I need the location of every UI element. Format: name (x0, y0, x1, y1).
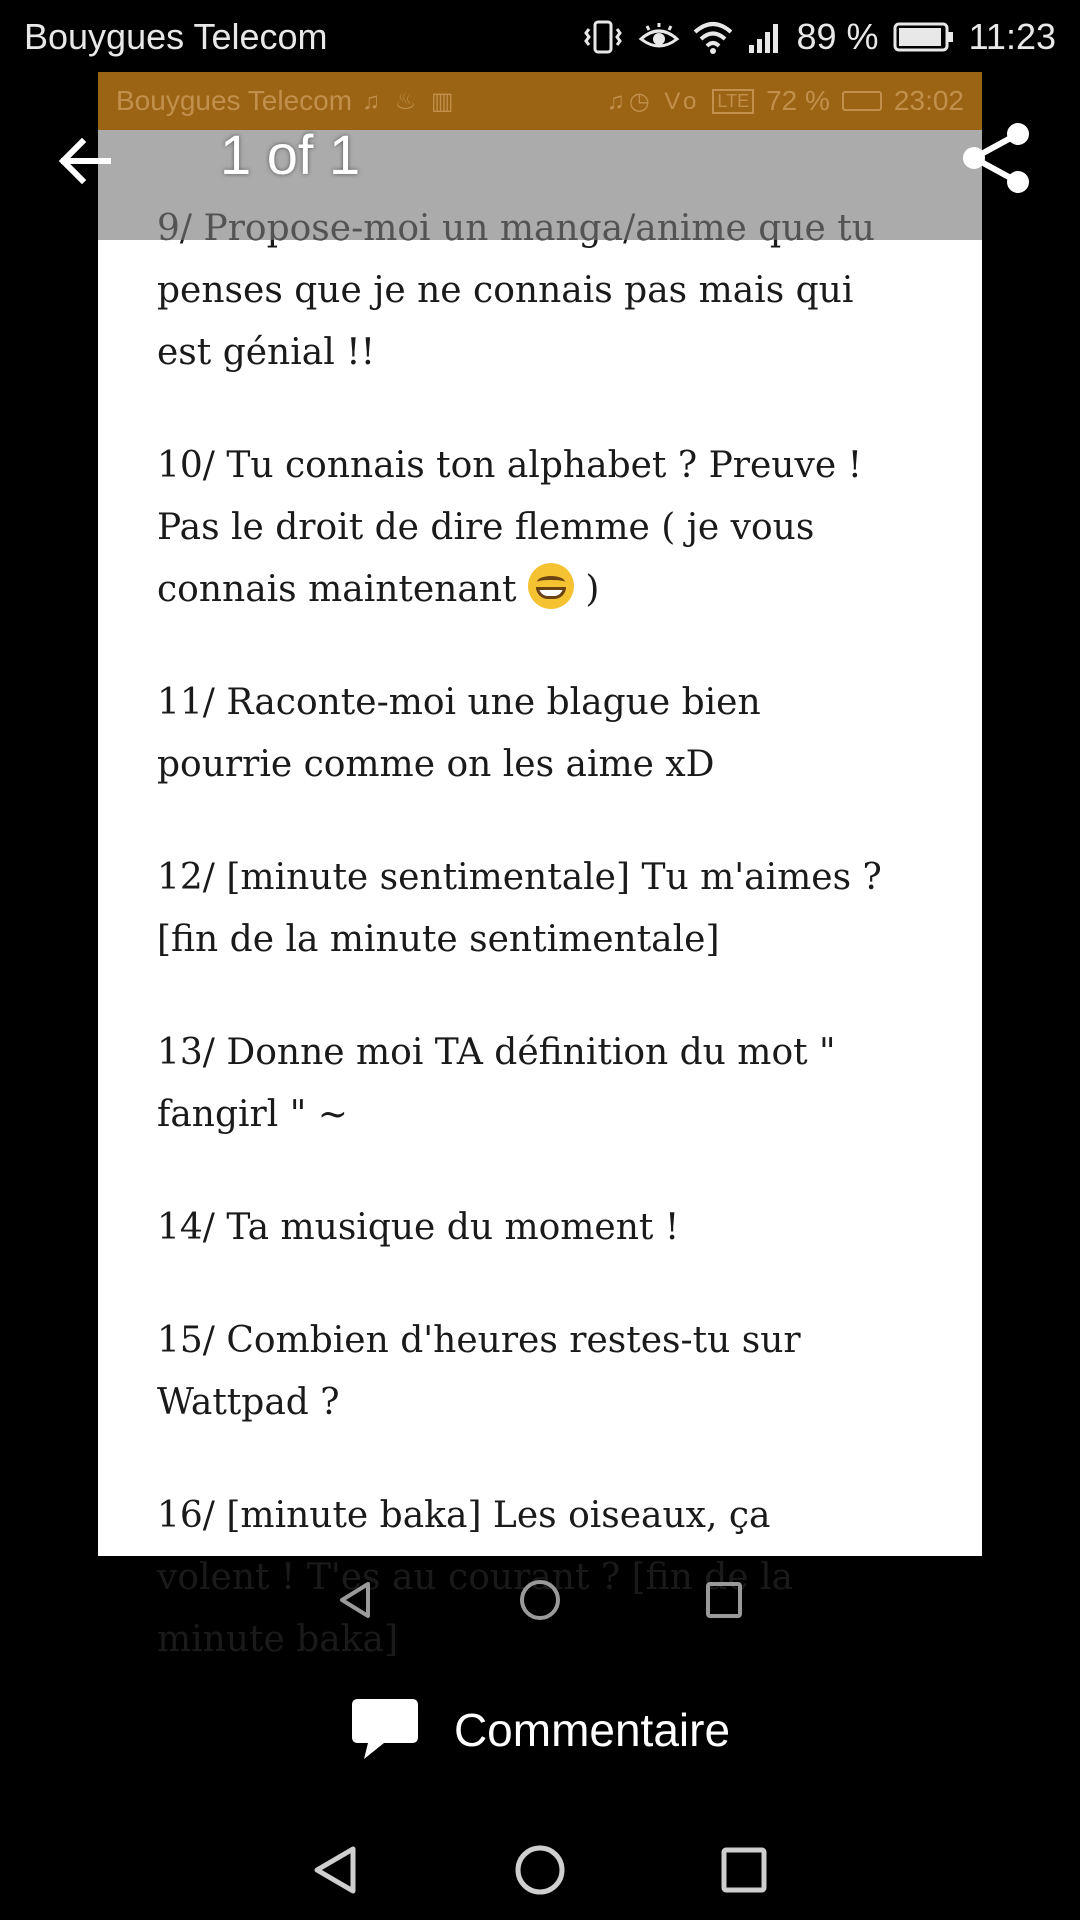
question-13: 13/ Donne moi TA définition du mot " fangirl " ~ (157, 1032, 836, 1135)
inner-clock: 23:02 (893, 85, 964, 116)
viewer-title: 1 of 1 (220, 123, 361, 186)
inner-volte-badge: LTE (712, 89, 754, 114)
shared-image[interactable] (98, 72, 982, 1660)
comment-bubble-icon (350, 1697, 420, 1763)
comment-label: Commentaire (453, 1704, 731, 1756)
carrier-name: Bouygues Telecom (24, 16, 328, 57)
wifi-icon (693, 20, 733, 54)
nav-home-icon[interactable] (513, 1843, 567, 1897)
question-15: 15/ Combien d'heures restes-tu sur Wattpad ? (157, 1320, 801, 1423)
inner-notification-icons: ♫ ♨ ▥ (362, 87, 458, 115)
inner-home-circle-icon (518, 1578, 562, 1622)
battery-percent: 89 % (796, 16, 879, 57)
nav-back-icon[interactable] (309, 1843, 363, 1897)
question-12: 12/ [minute sentimentale] Tu m'aimes ? [fin de la minute sentimentale] (157, 857, 882, 960)
inner-recents-square-icon (702, 1578, 746, 1622)
share-button[interactable] (956, 118, 1036, 198)
question-14: 14/ Ta musique du moment ! (157, 1207, 680, 1248)
question-10-tail: ) (573, 569, 600, 610)
eye-icon (639, 21, 679, 53)
comment-button[interactable] (0, 1690, 1080, 1770)
question-11: 11/ Raconte-moi une blague bien pourrie comme on les aime xD (157, 682, 761, 785)
share-icon (956, 118, 1036, 198)
nav-recents-icon[interactable] (717, 1843, 771, 1897)
inner-carrier-name: Bouygues Telecom (116, 85, 353, 116)
clock: 11:23 (968, 16, 1056, 57)
inner-status-icons: ♫◷ Vo (606, 87, 701, 115)
question-list (157, 198, 957, 1722)
inner-battery-percent: 72 % (766, 85, 830, 116)
inner-nav-bar (0, 1556, 1080, 1644)
question-9: penses que je ne connais pas mais qui est génial !! (157, 270, 854, 373)
grinning-emoji-icon (528, 563, 574, 609)
question-16: 16/ [minute baka] Les oiseaux, ça volent ! T'es au courant ? [fin de la minute baka] (157, 1495, 794, 1660)
inner-back-triangle-icon (334, 1578, 378, 1622)
back-button[interactable] (52, 128, 118, 194)
inner-battery-icon (842, 91, 882, 111)
vibrate-icon (581, 19, 625, 55)
signal-icon (747, 21, 783, 53)
question-10 (157, 435, 957, 621)
question-10-text: 10/ Tu connais ton alphabet ? Preuve ! Pas le droit de dire flemme ( je vous connais maintenant (157, 445, 863, 610)
status-icons (581, 16, 1056, 58)
arrow-left-icon (52, 128, 118, 194)
device-nav-bar (0, 1820, 1080, 1920)
battery-icon (893, 21, 955, 53)
status-bar (0, 0, 1080, 74)
